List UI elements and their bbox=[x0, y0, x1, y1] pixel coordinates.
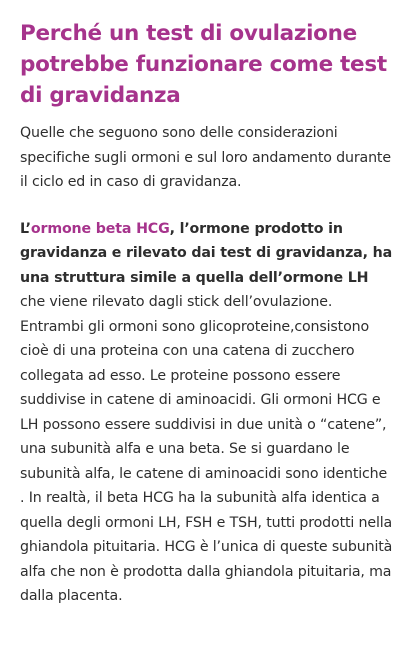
hormone-highlight-link[interactable]: ormone beta HCG bbox=[30, 220, 170, 237]
body-paragraph bbox=[20, 217, 393, 609]
body-lead-text bbox=[20, 221, 392, 286]
intro-paragraph: Quelle che seguono sono delle considerazioni specifiche sugli ormoni e sul loro andamento durante il ciclo ed in caso di gravidanza. bbox=[20, 125, 391, 190]
article-title: Perché un test di ovulazione potrebbe funzionare come test di gravidanza bbox=[20, 21, 387, 108]
lead-letter: L’ bbox=[20, 220, 31, 237]
body-rest-text: che viene rilevato dagli stick dell’ovulazione. Entrambi gli ormoni sono glicoproteine,consistono cioè di una proteina con una catena di zucchero collegata ad esso. Le proteine possono essere suddivise in catene di aminoacidi. Gli ormoni HCG e LH possono essere suddivisi in due unità o “catene”, una subunità alfa e una beta. Se si guardano le subunità alfa, le catene di aminoacidi sono identiche . In realtà, il beta HCG ha la subunità alfa identica a quella degli ormoni LH, FSH e TSH, tutti prodotti nella ghiandola pituitaria. HCG è l’unica di queste subunità alfa che non è prodotta dalla ghiandola pituitaria, ma dalla placenta. bbox=[20, 294, 393, 604]
body-bold-text: , l’ormone prodotto in gravidanza e rilevato dai test di gravidanza, ha una struttura simile a quella dell’ormone LH bbox=[20, 220, 392, 286]
